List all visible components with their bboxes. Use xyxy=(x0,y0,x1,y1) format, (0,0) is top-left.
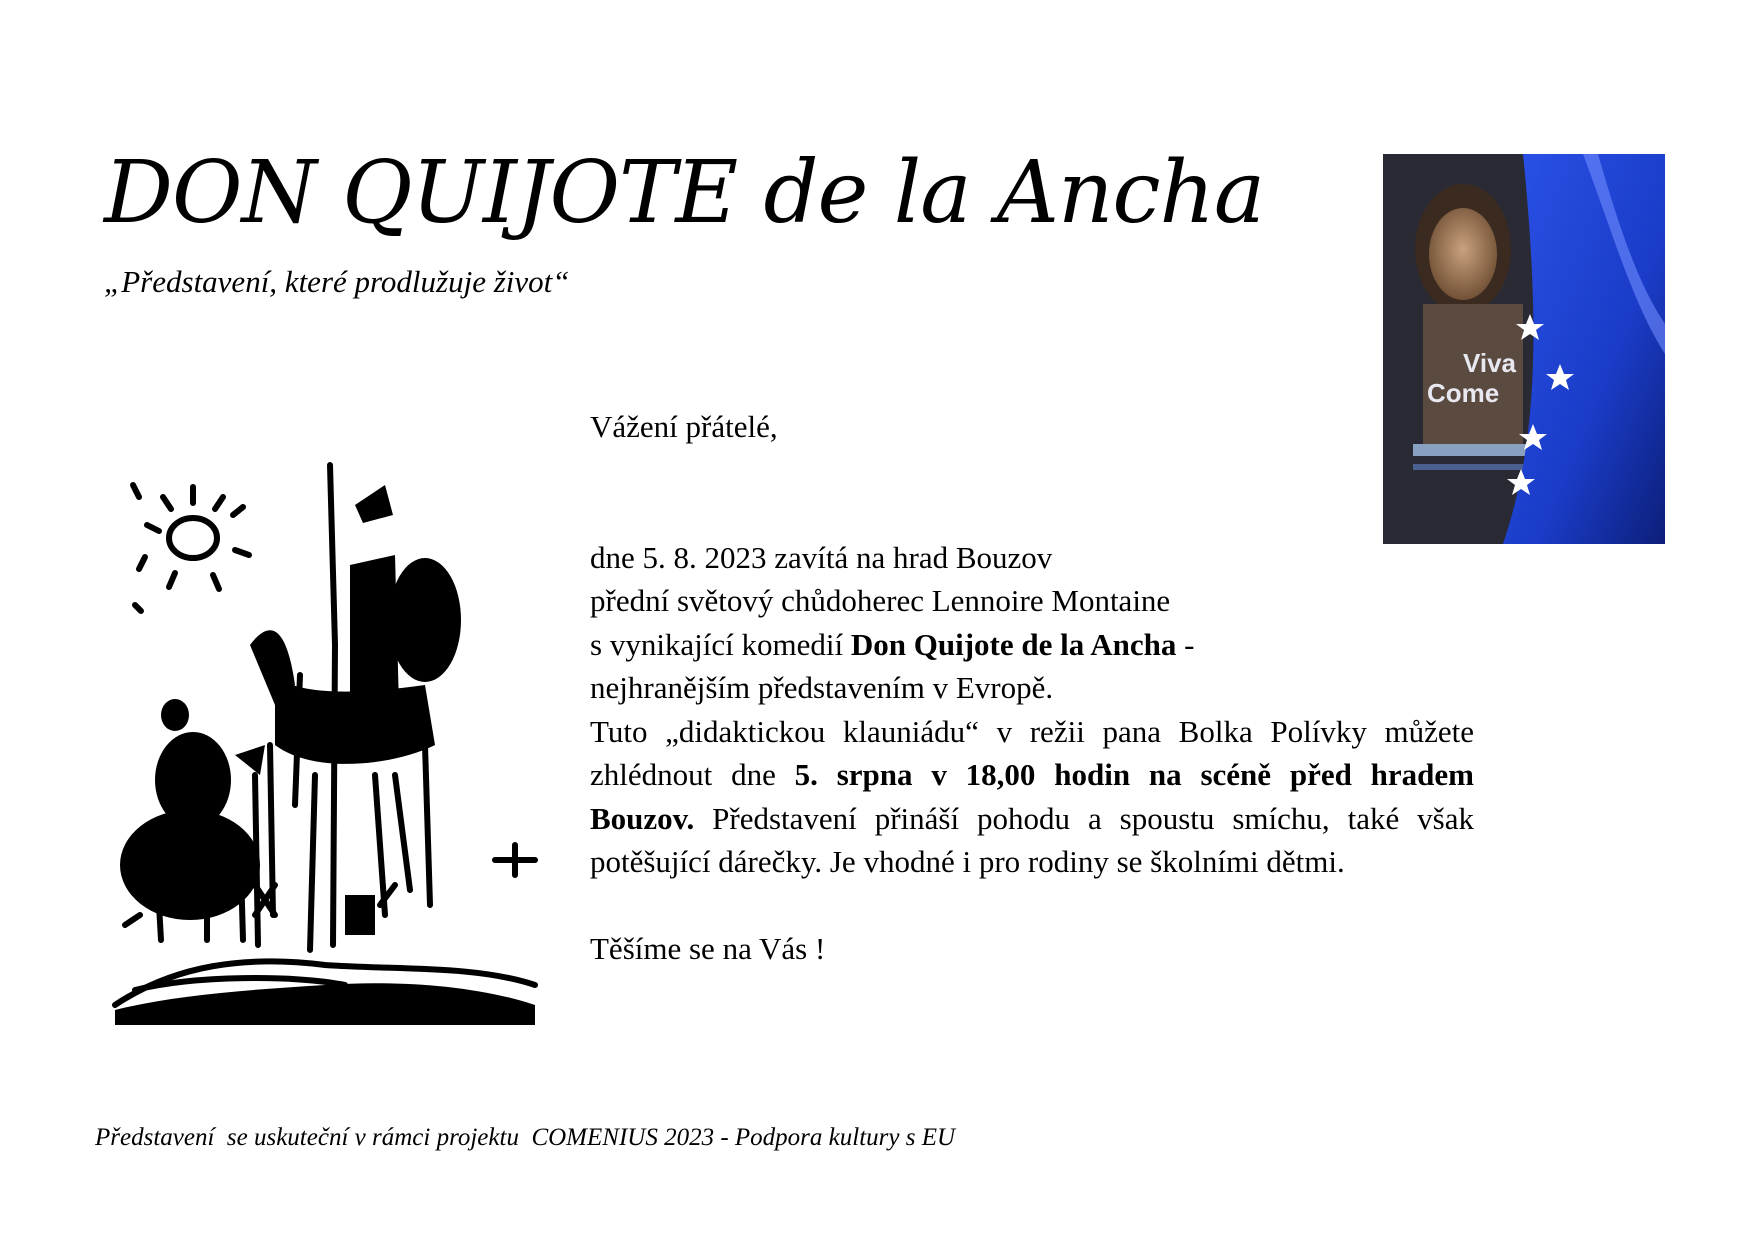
letter-paragraph xyxy=(590,710,1474,884)
photo-banner-line2: Come xyxy=(1427,378,1500,408)
event-details: 5. srpna v 18,00 hodin na scéně před hradem Bouzov. xyxy=(590,757,1474,836)
letter-text: Tuto „didaktickou klauniádu“ v režii pana Bolka Polívky můžete zhlédnout dne xyxy=(590,713,1474,792)
don-quixote-sketch xyxy=(95,445,555,1025)
letter-text: s vynikající komedií xyxy=(590,626,851,662)
letter-body xyxy=(590,405,1474,971)
show-name: Don Quijote de la Ancha xyxy=(850,626,1177,662)
letter-line xyxy=(590,623,1474,667)
letter-text: - xyxy=(1176,626,1195,662)
page-subtitle: „Představení, které prodlužuje život“ xyxy=(104,264,570,299)
letter-line: nejhranějším představením v Evropě. xyxy=(590,670,1054,705)
spacer xyxy=(590,492,1474,536)
page-title: DON QUIJOTE de la Ancha xyxy=(104,143,1265,243)
photo-banner-line1: Viva xyxy=(1463,348,1517,378)
spacer xyxy=(590,884,1474,928)
letter-text: Představení přináší pohodu a spoustu smíchu, také však potěšující dárečky. Je vhodné i pro rodiny se školními dětmi. xyxy=(590,800,1474,879)
footer-note: Představení se uskuteční v rámci projektu COMENIUS 2023 - Podpora kultury s EU xyxy=(95,1124,956,1151)
closing: Těšíme se na Vás ! xyxy=(590,931,826,966)
spacer xyxy=(590,449,1474,493)
greeting: Vážení přátelé, xyxy=(590,409,778,444)
letter-line: přední světový chůdoherec Lennoire Montaine xyxy=(590,583,1171,618)
letter-line: dne 5. 8. 2023 zavítá na hrad Bouzov xyxy=(590,539,1053,575)
